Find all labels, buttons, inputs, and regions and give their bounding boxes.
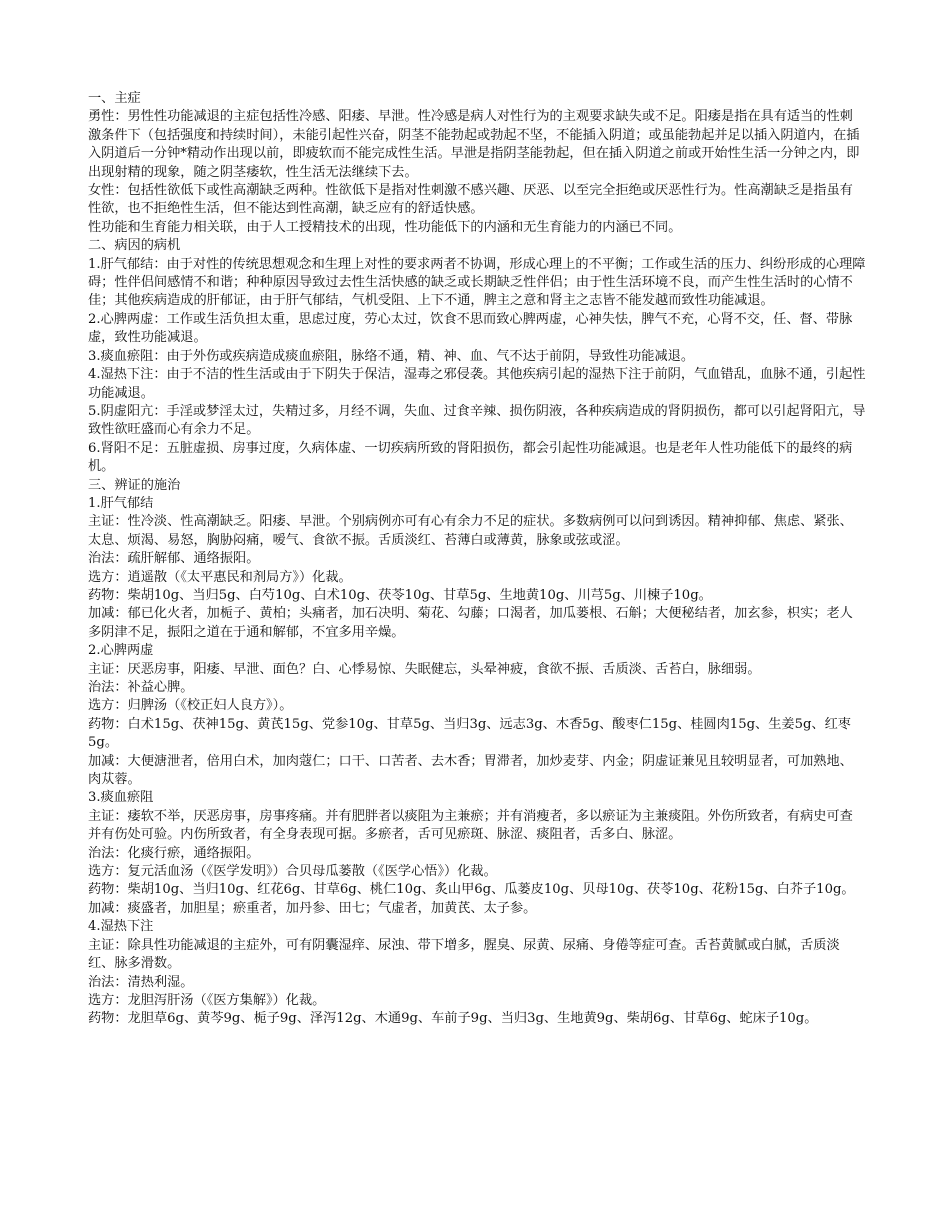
paragraph: 主证：痿软不举，厌恶房事，房事疼痛。并有肥胖者以痰阻为主兼瘀；并有消瘦者，多以瘀证为主兼痰阻。外伤所致者，有病史可查并有伤处可验。内伤所致者，有全身表现可据。多瘀者，舌可见瘀斑、脉涩、痰阻者，舌多白、脉涩。	[88, 808, 853, 843]
section-heading: 三、辨证的施治	[88, 477, 181, 493]
paragraph: 选方：逍遥散（《太平惠民和剂局方》）化裁。	[88, 569, 352, 585]
paragraph: 加减：郁已化火者，加栀子、黄柏；头痛者，加石决明、菊花、勾藤；口渴者，加瓜蒌根、石斛；大便秘结者，加玄参，枳实；老人多阴津不足，振阳之道在于通和解郁，不宜多用辛燥。	[88, 606, 853, 640]
paragraph: 治法：化痰行瘀，通络振阳。	[88, 845, 260, 861]
paragraph: 5.阴虚阳亢：手淫或梦淫太过，失精过多，月经不调，失血、过食辛辣、损伤阴液，各种疾病造成的肾阴损伤，都可以引起肾阳亢，导致性欲旺盛而心有余力不足。	[88, 403, 866, 438]
paragraph: 选方：复元活血汤（《医学发明》）合贝母瓜蒌散（《医学心悟》）化裁。	[88, 864, 497, 880]
paragraph: 3.痰血瘀阻：由于外伤或疾病造成痰血瘀阻，脉络不通，精、神、血、气不达于前阴，导致性功能减退。	[88, 348, 695, 364]
paragraph: 主证：厌恶房事，阳痿、早泄、面色？白、心悸易惊、失眠健忘，头晕神疲，食欲不振、舌质淡、舌苔白，脉细弱。	[88, 661, 761, 677]
paragraph: 性功能和生育能力相关联，由于人工授精技术的出现，性功能低下的内涵和无生育能力的内涵已不同。	[88, 219, 682, 235]
subsection-heading: 4.湿热下注	[88, 919, 154, 935]
paragraph: 药物：柴胡10g、当归10g、红花6g、甘草6g、桃仁10g、炙山甲6g、瓜蒌皮10g、贝母10g、茯苓10g、花粉15g、白芥子10g。	[88, 882, 855, 898]
paragraph: 治法：补益心脾。	[88, 680, 194, 695]
paragraph: 选方：归脾汤（《校正妇人良方》）。	[88, 698, 293, 714]
paragraph: 女性：包括性欲低下或性高潮缺乏两种。性欲低下是指对性刺激不感兴趣、厌恶、以至完全拒绝或厌恶性行为。性高潮缺乏是指虽有性欲，也不拒绝性生活，但不能达到性高潮，缺乏应有的舒适快感。	[88, 183, 853, 217]
paragraph: 勇性：男性性功能减退的主症包括性冷感、阳痿、早泄。性冷感是病人对性行为的主观要求缺失或不足。阳痿是指在具有适当的性刺激条件下（包括强度和持续时间），未能引起性兴奋，阴茎不能勃起或勃起不坚，不能插入阴道；或虽能勃起并足以插入阴道内，在插入阴道后一分钟*精动作出现以前，即疲软而不能完成性生活。早泄是指阴茎能勃起，但在插入阴道之前或开始性生活一分钟之内，即出现射精的现象，随之阴茎痿软，性生活无法继续下去。	[88, 109, 860, 180]
paragraph: 药物：柴胡10g、当归5g、白芍10g、白术10g、茯苓10g、甘草5g、生地黄10g、川芎5g、川楝子10g。	[88, 587, 712, 603]
paragraph: 主证：除具性功能减退的主症外，可有阴囊湿痒、尿浊、带下增多，腥臭、尿黄、尿痛、身倦等症可查。舌苔黄腻或白腻，舌质淡红、脉多滑数。	[88, 937, 840, 972]
section-heading: 一、主症	[88, 91, 141, 106]
paragraph: 4.湿热下注：由于不洁的性生活或由于下阴失于保洁，湿毒之邪侵袭。其他疾病引起的湿热下注于前阴，气血错乱，血脉不通，引起性功能减退。	[88, 367, 866, 401]
paragraph: 2.心脾两虚：工作或生活负担太重，思虑过度，劳心太过，饮食不思而致心脾两虚，心神失怯，脾气不充，心肾不交，任、督、带脉虚，致性功能减退。	[88, 311, 853, 346]
subsection-heading: 1.肝气郁结	[88, 495, 154, 511]
paragraph: 主证：性冷淡、性高潮缺乏。阳痿、早泄。个别病例亦可有心有余力不足的症状。多数病例可以问到诱因。精神抑郁、焦虑、紧张、太息、烦渴、易怒，胸胁闷痛，嗳气、食欲不振。舌质淡红、苔薄白或薄黄，脉象或弦或涩。	[88, 514, 853, 548]
paragraph: 治法：清热利湿。	[88, 974, 194, 990]
document-body	[88, 90, 866, 1029]
paragraph: 6.肾阳不足：五脏虚损、房事过度，久病体虚、一切疾病所致的肾阳损伤，都会引起性功能减退。也是老年人性功能低下的最终的病机。	[88, 440, 853, 475]
paragraph: 药物：白术15g、茯神15g、黄芪15g、党参10g、甘草5g、当归3g、远志3g、木香5g、酸枣仁15g、桂圆肉15g、生姜5g、红枣5g。	[88, 716, 851, 751]
paragraph: 1.肝气郁结：由于对性的传统思想观念和生理上对性的要求两者不协调，形成心理上的不平衡；工作或生活的压力、纠纷形成的心理障碍；性伴侣间感情不和谐；种种原因导致过去性生活快感的缺乏或长期缺乏性伴侣；由于性生活环境不良，而产生性生活时的心情不佳；其他疾病造成的肝郁证，由于肝气郁结，气机受阻、上下不通，脾主之意和肾主之志皆不能发越而致性功能减退。	[88, 256, 866, 309]
paragraph: 加减：大便溏泄者，倍用白术，加肉蔻仁；口干、口苦者、去木香；胃滞者，加炒麦芽、内金；阴虚证兼见且较明显者，可加熟地、肉苁蓉。	[88, 753, 853, 788]
paragraph: 治法：疏肝解郁、通络振阳。	[88, 551, 260, 567]
paragraph: 药物：龙胆草6g、黄芩9g、栀子9g、泽泻12g、木通9g、车前子9g、当归3g、生地黄9g、柴胡6g、甘草6g、蛇床子10g。	[88, 1011, 818, 1027]
section-heading: 二、病因的病机	[88, 238, 181, 254]
paragraph: 选方：龙胆泻肝汤（《医方集解》）化裁。	[88, 992, 326, 1008]
subsection-heading: 2.心脾两虚	[88, 643, 154, 659]
subsection-heading: 3.痰血瘀阻	[88, 790, 154, 806]
paragraph: 加减：痰盛者，加胆星；瘀重者，加丹参、田七；气虚者，加黄芪、太子参。	[88, 900, 537, 916]
